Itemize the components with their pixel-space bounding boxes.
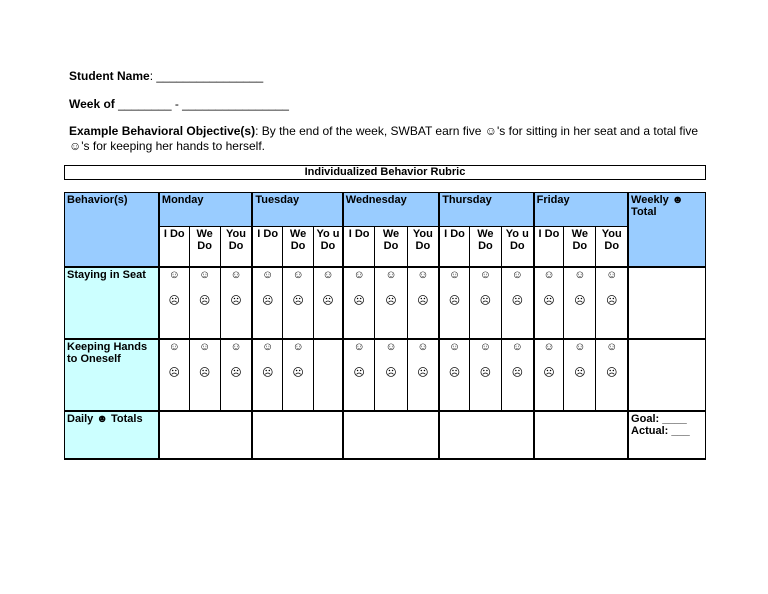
thu-we-do: We Do [469,227,501,267]
rating-cell[interactable] [375,339,407,411]
rubric-title: Individualized Behavior Rubric [64,165,706,180]
frowny-icon[interactable]: ☹ [292,366,304,379]
frowny-icon[interactable]: ☹ [292,294,304,307]
daily-total-friday[interactable] [534,411,628,459]
frowny-icon[interactable]: ☹ [511,294,524,307]
frowny-icon[interactable]: ☹ [261,294,274,307]
frowny-icon[interactable]: ☹ [574,366,586,379]
rating-cell[interactable] [469,339,501,411]
table-row [65,411,706,459]
frowny-icon[interactable]: ☹ [417,294,429,307]
smiley-icon[interactable]: ☺ [574,340,586,353]
smiley-icon[interactable]: ☺ [262,268,274,281]
objective-paragraph [69,124,709,154]
objective-text: : By the end of the week, SWBAT earn five ☺'s for sitting in her seat and a total five ☺'s for keeping her hands to herself. [69,124,699,153]
rating-cell[interactable] [343,267,375,339]
rating-cell[interactable] [189,267,220,339]
smiley-icon[interactable]: ☺ [511,340,523,353]
wed-i-do: I Do [343,227,375,267]
day-header-row [65,193,706,227]
smiley-icon[interactable]: ☺ [199,268,211,281]
frowny-icon[interactable]: ☹ [479,294,492,307]
day-header-thursday: Thursday [439,193,533,227]
rating-cell[interactable] [469,267,501,339]
day-header-friday: Friday [534,193,628,227]
smiley-icon[interactable]: ☺ [353,268,365,281]
day-header-tuesday: Tuesday [252,193,342,227]
frowny-icon[interactable]: ☹ [417,366,429,379]
frowny-icon[interactable]: ☹ [385,294,397,307]
mon-you-do: You Do [220,227,252,267]
smiley-icon[interactable]: ☺ [543,340,555,353]
row-label-staying-in-seat: Staying in Seat [65,267,159,339]
rating-cell[interactable] [596,339,628,411]
row-label-daily-totals: Daily ☻ Totals [65,411,159,459]
smiley-icon[interactable]: ☺ [417,340,429,353]
tue-you-do: Yo u Do [314,227,343,267]
tue-i-do: I Do [252,227,282,267]
fri-we-do: We Do [564,227,596,267]
day-header-monday: Monday [159,193,252,227]
smiley-icon[interactable]: ☺ [262,340,274,353]
frowny-icon[interactable]: ☹ [605,366,618,379]
rating-cell[interactable] [220,267,252,339]
actual-label: Actual: ___ [631,424,690,437]
rating-cell[interactable] [439,267,469,339]
fri-i-do: I Do [534,227,564,267]
smiley-icon[interactable]: ☺ [353,340,365,353]
behaviors-header: Behavior(s) [65,193,159,267]
smiley-icon[interactable]: ☺ [292,340,304,353]
frowny-icon[interactable]: ☹ [543,366,555,379]
rating-cell[interactable] [534,339,564,411]
weekly-total-cell[interactable] [628,267,705,339]
daily-total-monday[interactable] [159,411,252,459]
rating-cell[interactable] [282,339,313,411]
fri-you-do: You Do [596,227,628,267]
smiley-icon[interactable]: ☺ [230,340,242,353]
frowny-icon[interactable]: ☹ [385,366,397,379]
student-name-blank[interactable]: : ________________ [149,69,264,83]
frowny-icon[interactable]: ☹ [448,366,461,379]
rating-cell[interactable] [564,339,596,411]
mon-i-do: I Do [159,227,189,267]
weekly-total-cell[interactable] [628,339,705,411]
smiley-icon[interactable]: ☺ [511,268,523,281]
daily-total-wednesday[interactable] [343,411,439,459]
rating-cell[interactable] [407,267,439,339]
frowny-icon[interactable]: ☹ [353,294,365,307]
daily-total-tuesday[interactable] [252,411,342,459]
wed-you-do: You Do [407,227,439,267]
frowny-icon[interactable]: ☹ [448,294,461,307]
table-row [65,339,706,411]
thu-i-do: I Do [439,227,469,267]
objective-label: Example Behavioral Objective(s) [69,124,256,138]
frowny-icon[interactable]: ☹ [511,366,524,379]
frowny-icon[interactable]: ☹ [168,366,180,379]
smiley-icon[interactable]: ☺ [199,340,211,353]
frowny-icon[interactable]: ☹ [353,366,365,379]
smiley-icon[interactable]: ☺ [606,340,618,353]
student-name-line [69,69,263,83]
frowny-icon[interactable]: ☹ [543,294,555,307]
mon-we-do: We Do [189,227,220,267]
frowny-icon[interactable]: ☹ [605,294,618,307]
rating-cell[interactable] [501,339,533,411]
smiley-icon[interactable]: ☺ [417,268,429,281]
daily-total-thursday[interactable] [439,411,533,459]
row-label-keeping-hands: Keeping Hands to Oneself [65,339,159,411]
rating-cell[interactable] [501,267,533,339]
frowny-icon[interactable]: ☹ [479,366,492,379]
smiley-icon[interactable]: ☺ [479,268,492,281]
frowny-icon[interactable]: ☹ [198,366,211,379]
rating-cell[interactable] [375,267,407,339]
rating-cell[interactable] [282,267,313,339]
frowny-icon[interactable]: ☹ [322,294,334,307]
frowny-icon[interactable]: ☹ [198,294,211,307]
rating-cell[interactable] [314,267,343,339]
smiley-icon[interactable]: ☺ [606,268,618,281]
smiley-icon[interactable]: ☺ [168,268,180,281]
smiley-icon[interactable]: ☺ [168,340,180,353]
rating-cell[interactable] [189,339,220,411]
rating-cell[interactable] [159,267,189,339]
week-of-blank[interactable]: ________ - ________________ [114,97,289,111]
rating-cell[interactable] [534,267,564,339]
goal-actual-cell[interactable] [628,411,705,459]
rating-cell[interactable] [596,267,628,339]
smiley-icon[interactable]: ☺ [385,340,397,353]
smiley-icon[interactable]: ☺ [448,340,461,353]
thu-you-do: Yo u Do [501,227,533,267]
week-of-label: Week of [69,97,115,111]
rating-cell[interactable] [252,339,282,411]
day-header-wednesday: Wednesday [343,193,439,227]
smiley-icon[interactable]: ☺ [230,268,242,281]
frowny-icon[interactable]: ☹ [574,294,586,307]
sub-header-row [65,227,706,267]
weekly-total-header: Weekly ☻ Total [628,193,705,267]
frowny-icon[interactable]: ☹ [230,294,242,307]
tue-we-do: We Do [282,227,313,267]
wed-we-do: We Do [375,227,407,267]
rating-cell[interactable] [439,339,469,411]
table-row [65,267,706,339]
rating-cell[interactable] [159,339,189,411]
smiley-icon[interactable]: ☺ [322,268,334,281]
frowny-icon[interactable]: ☹ [168,294,180,307]
goal-label: Goal: ____ [631,412,687,425]
smiley-icon[interactable]: ☺ [479,340,492,353]
smiley-icon[interactable]: ☺ [448,268,461,281]
rating-cell-empty[interactable] [314,339,343,411]
frowny-icon[interactable]: ☹ [230,366,242,379]
week-of-line [69,97,289,111]
smiley-icon[interactable]: ☺ [574,268,586,281]
smiley-icon[interactable]: ☺ [385,268,397,281]
smiley-icon[interactable]: ☺ [543,268,555,281]
smiley-icon[interactable]: ☺ [292,268,304,281]
rating-cell[interactable] [564,267,596,339]
rating-cell[interactable] [220,339,252,411]
rating-cell[interactable] [407,339,439,411]
student-name-label: Student Name [69,69,150,83]
frowny-icon[interactable]: ☹ [261,366,274,379]
rating-cell[interactable] [252,267,282,339]
rating-cell[interactable] [343,339,375,411]
behavior-rubric-table [64,192,706,460]
